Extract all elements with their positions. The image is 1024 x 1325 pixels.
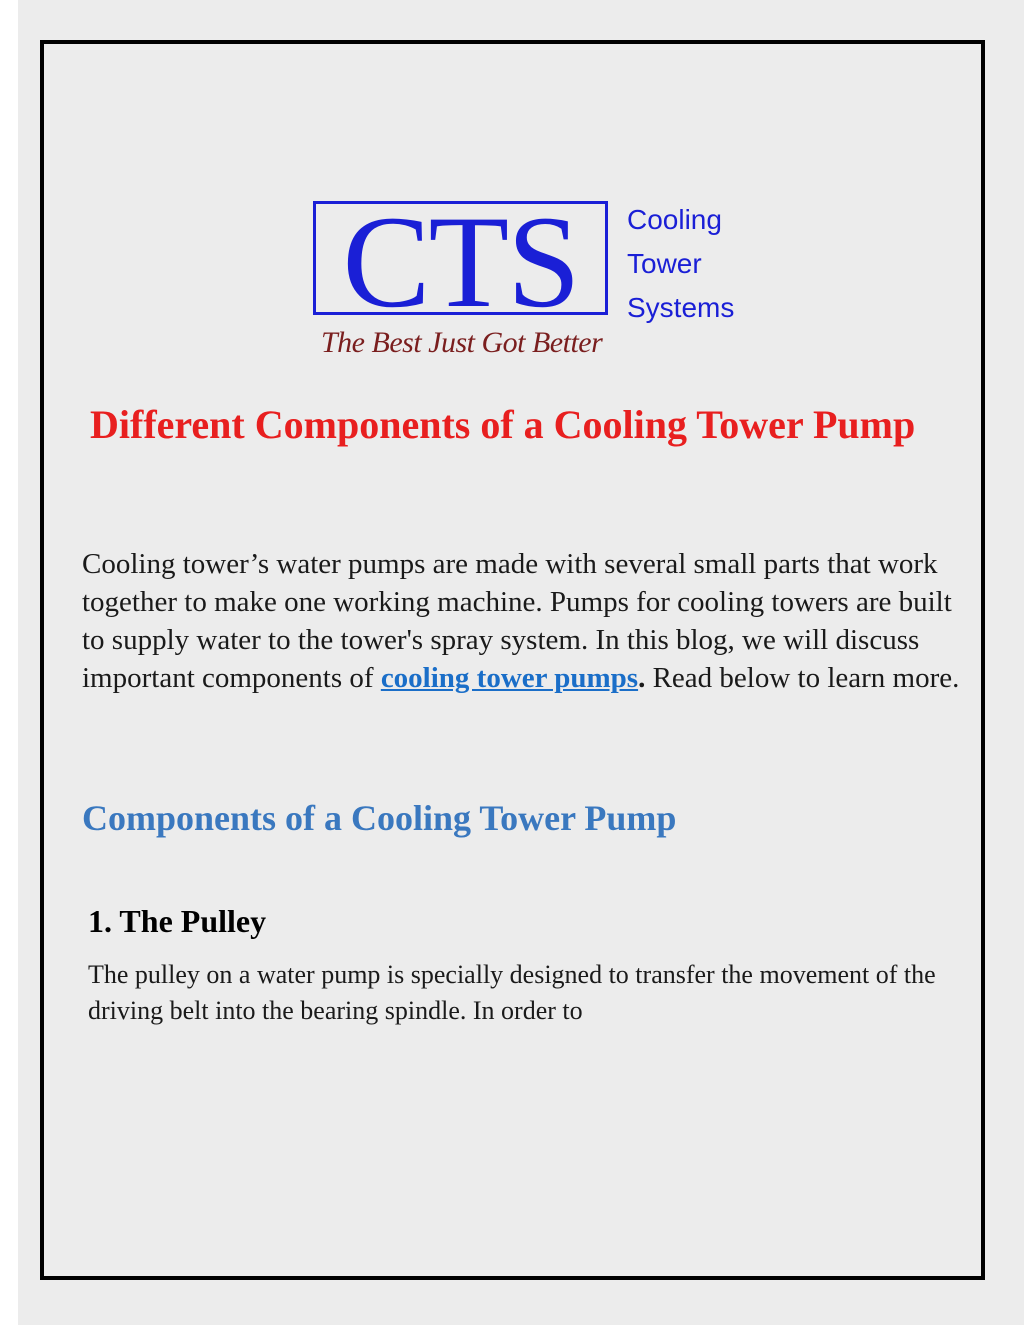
logo-tagline: The Best Just Got Better [321, 326, 603, 359]
intro-text: Cooling tower’s water pumps are made with several small parts that work together to make one working machine. Pumps for cooling towers are built to supply water to the tower's spray system. In this blog, we will discuss important components of [82, 548, 952, 694]
cts-logo [313, 188, 763, 368]
section-heading: Components of a Cooling Tower Pump [82, 798, 677, 838]
logo-line-cooling: Cooling [627, 204, 722, 235]
pulley-body-text: The pulley on a water pump is specially designed to transfer the movement of the driving belt into the bearing spindle. In order to [88, 960, 936, 1025]
logo-company-name [627, 198, 767, 330]
logo-line-systems: Systems [627, 292, 735, 323]
intro-paragraph [82, 545, 962, 697]
logo-line-tower: Tower [627, 248, 702, 279]
cooling-tower-pumps-link[interactable]: cooling tower pumps [380, 662, 639, 694]
intro-text-end: Read below to learn more. [645, 662, 960, 694]
logo-letter-box [313, 188, 608, 335]
intro-link-period: . [638, 662, 646, 694]
pulley-heading: 1. The Pulley [88, 903, 267, 939]
document-title: Different Components of a Cooling Tower Pump [90, 402, 916, 447]
logo-letters: CTS [342, 188, 579, 335]
